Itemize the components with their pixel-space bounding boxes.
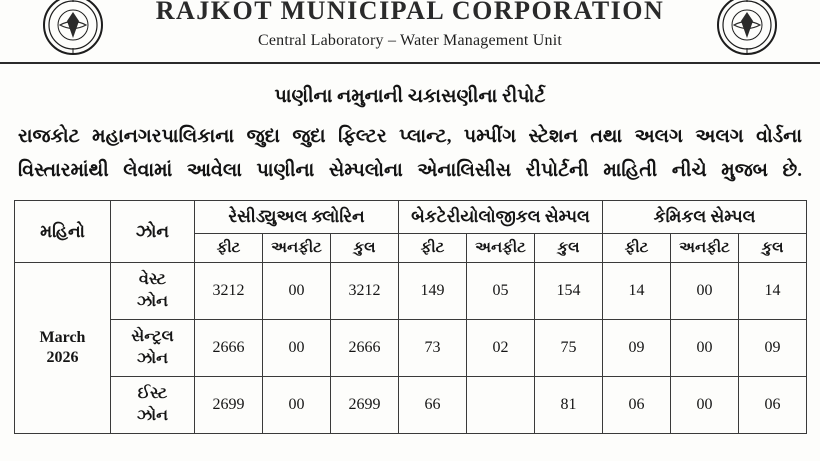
document-header (0, 0, 820, 64)
header-bact-unfit: અનફીટ (467, 234, 535, 263)
cell-residual-total: 3212 (331, 263, 399, 320)
cell-residual-unfit: 00 (263, 320, 331, 377)
header-bacteriological-sample: બેકટેરીયોલોજીકલ સેમ્પલ (399, 201, 603, 234)
cell-chem-fit: 06 (603, 377, 671, 434)
cell-bact-total: 154 (535, 263, 603, 320)
cell-bact-unfit: 05 (467, 263, 535, 320)
report-intro-line-1: રાજકોટ મહાનગરપાલિકાના જુદા જુદા ફિલ્ટર પ્લાન્ટ, પમ્પીંગ સ્ટેશન તથા અલગ અલગ વોર્ડના (18, 126, 802, 147)
table-row (15, 320, 807, 377)
cell-chem-fit: 14 (603, 263, 671, 320)
cell-chem-unfit: 00 (671, 263, 739, 320)
header-residual-total: કુલ (331, 234, 399, 263)
rmc-seal-icon-right (716, 0, 778, 56)
cell-chem-total: 09 (739, 320, 807, 377)
organization-title: RAJKOT MUNICIPAL CORPORATION (155, 0, 665, 22)
month-cell (15, 263, 111, 434)
header-chem-fit: ફીટ (603, 234, 671, 263)
header-zone: ઝોન (111, 201, 195, 263)
header-bact-fit: ફીટ (399, 234, 467, 263)
cell-bact-fit: 73 (399, 320, 467, 377)
header-residual-chlorine: રેસીડ્યુઅલ ક્લોરિન (195, 201, 399, 234)
cell-residual-unfit: 00 (263, 377, 331, 434)
cell-chem-unfit: 00 (671, 320, 739, 377)
zone-name-line-2: ઝોન (136, 293, 169, 310)
cell-chem-total: 06 (739, 377, 807, 434)
cell-residual-unfit: 00 (263, 263, 331, 320)
month-name: March (39, 329, 86, 346)
cell-chem-total: 14 (739, 263, 807, 320)
cell-bact-unfit: 02 (467, 320, 535, 377)
zone-name-line-1: ઈસ્ટ (137, 385, 168, 402)
cell-residual-fit: 3212 (195, 263, 263, 320)
organization-subtitle: Central Laboratory – Water Management Unit (257, 32, 563, 49)
cell-residual-fit: 2666 (195, 320, 263, 377)
header-chemical-sample: કેમિકલ સેમ્પલ (603, 201, 807, 234)
cell-chem-unfit: 00 (671, 377, 739, 434)
cell-bact-fit: 66 (399, 377, 467, 434)
table-header-group-row (15, 201, 807, 234)
header-month: મહિનો (15, 201, 111, 263)
cell-bact-total: 81 (535, 377, 603, 434)
rmc-seal-icon-left (42, 0, 104, 56)
cell-residual-fit: 2699 (195, 377, 263, 434)
cell-residual-total: 2699 (331, 377, 399, 434)
header-residual-unfit: અનફીટ (263, 234, 331, 263)
zone-cell (111, 263, 195, 320)
header-chem-unfit: અનફીટ (671, 234, 739, 263)
table-row (15, 377, 807, 434)
zone-cell (111, 377, 195, 434)
cell-bact-unfit (467, 377, 535, 434)
cell-bact-total: 75 (535, 320, 603, 377)
header-bact-total: કુલ (535, 234, 603, 263)
cell-residual-total: 2666 (331, 320, 399, 377)
header-residual-fit: ફીટ (195, 234, 263, 263)
zone-cell (111, 320, 195, 377)
report-title: પાણીના નમુનાની ચકાસણીના રીપોર્ટ (274, 86, 546, 107)
cell-bact-fit: 149 (399, 263, 467, 320)
zone-name-line-1: સેન્ટ્રલ (131, 328, 174, 345)
cell-chem-fit: 09 (603, 320, 671, 377)
zone-name-line-1: વેસ્ટ (138, 271, 167, 288)
zone-name-line-2: ઝોન (136, 350, 169, 367)
header-chem-total: કુલ (739, 234, 807, 263)
month-year: 2026 (46, 349, 79, 366)
table-row (15, 263, 807, 320)
report-intro-line-2: વિસ્તારમાંથી લેવામાં આવેલા પાણીના સેમ્પલોના એનાલિસીસ રીપોર્ટની માહિતી નીચે મુજબ છે. (18, 160, 802, 181)
zone-name-line-2: ઝોન (136, 407, 169, 424)
header-titles (150, 0, 670, 50)
water-sample-report-table (14, 200, 807, 434)
